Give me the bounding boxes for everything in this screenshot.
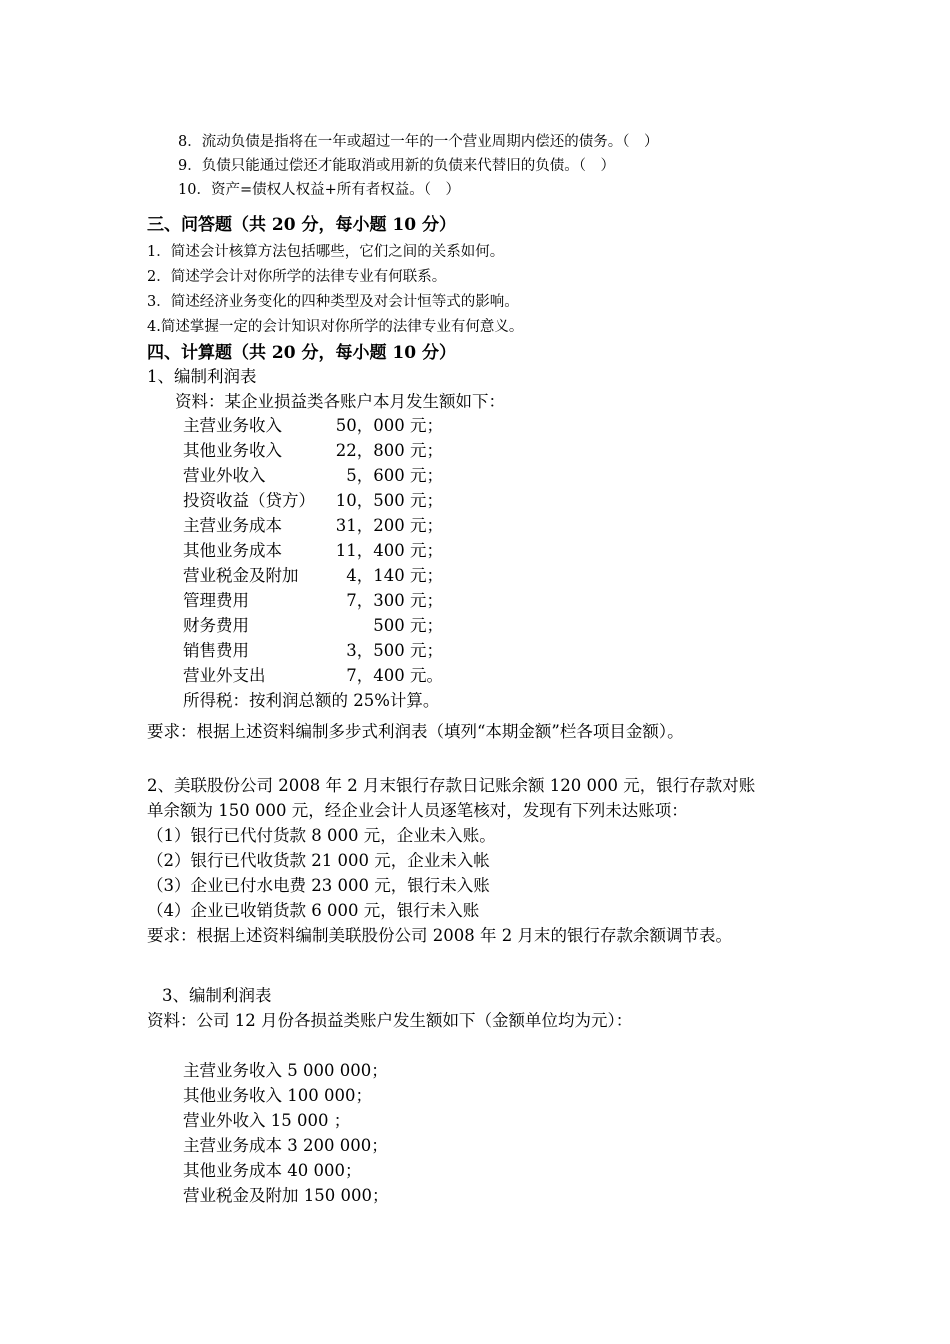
q2-item-3: （3）企业已付水电费 23 000 元，银行未入账 — [147, 876, 490, 895]
account-row — [183, 587, 443, 609]
q3-item-4: 主营业务成本 3 200 000； — [183, 1136, 388, 1155]
section3-title: 三、问答题（共 20 分，每小题 10 分） — [147, 215, 456, 235]
q3-title: 3、编制利润表 — [162, 986, 272, 1005]
q1-requirement: 要求：根据上述资料编制多步式利润表（填列“本期金额”栏各项目金额）。 — [147, 722, 684, 741]
account-row — [183, 412, 443, 434]
account-row — [183, 487, 443, 509]
account-row — [183, 537, 443, 559]
account-amount: 31，200 元； — [335, 516, 443, 535]
tf-item-10: 10．资产=债权人权益+所有者权益。（ ） — [178, 182, 460, 198]
section3-item-3: 3．简述经济业务变化的四种类型及对会计恒等式的影响。 — [147, 294, 519, 310]
account-label: 营业外支出 — [183, 666, 266, 685]
q3-item-5: 其他业务成本 40 000； — [183, 1161, 362, 1180]
account-label: 其他业务成本 — [183, 541, 282, 560]
account-label: 主营业务收入 — [183, 416, 282, 435]
account-row — [183, 612, 443, 634]
account-amount: 3，500 元； — [346, 641, 443, 660]
account-amount: 7，400 元。 — [346, 666, 443, 685]
account-label: 投资收益（贷方） — [183, 491, 315, 510]
q2-line-1: 2、美联股份公司 2008 年 2 月末银行存款日记账余额 120 000 元，银行存款对账 — [147, 776, 756, 795]
account-amount: 5，600 元； — [346, 466, 443, 485]
account-label: 营业税金及附加 — [183, 566, 299, 585]
q2-item-4: （4）企业已收销货款 6 000 元，银行未入账 — [147, 901, 480, 920]
tf-item-8: 8．流动负债是指将在一年或超过一年的一个营业周期内偿还的债务。（ ） — [178, 134, 659, 150]
account-label: 其他业务收入 — [183, 441, 282, 460]
account-amount: 4，140 元； — [346, 566, 443, 585]
q2-requirement: 要求：根据上述资料编制美联股份公司 2008 年 2 月末的银行存款余额调节表。 — [147, 926, 732, 945]
q3-item-1: 主营业务收入 5 000 000； — [183, 1061, 388, 1080]
account-row — [183, 462, 443, 484]
q3-intro: 资料：公司 12 月份各损益类账户发生额如下（金额单位均为元）： — [147, 1011, 633, 1030]
section4-title: 四、计算题（共 20 分，每小题 10 分） — [147, 343, 456, 363]
account-label: 销售费用 — [183, 641, 249, 660]
q2-line-2: 单余额为 150 000 元，经企业会计人员逐笔核对，发现有下列未达账项： — [147, 801, 688, 820]
account-row — [183, 512, 443, 534]
q1-title: 1、编制利润表 — [147, 367, 257, 386]
q3-item-3: 营业外收入 15 000 ； — [183, 1111, 351, 1130]
account-label: 主营业务成本 — [183, 516, 282, 535]
section3-item-4: 4.简述掌握一定的会计知识对你所学的法律专业有何意义。 — [147, 319, 524, 335]
q3-item-2: 其他业务收入 100 000； — [183, 1086, 372, 1105]
account-amount: 50，000 元； — [335, 416, 443, 435]
account-amount: 22，800 元； — [335, 441, 443, 460]
account-label: 管理费用 — [183, 591, 249, 610]
account-amount: 7，300 元； — [346, 591, 443, 610]
account-row — [183, 562, 443, 584]
account-amount: 10，500 元； — [335, 491, 443, 510]
account-row — [183, 437, 443, 459]
account-label: 营业外收入 — [183, 466, 266, 485]
q1-tax-note: 所得税：按利润总额的 25%计算。 — [183, 691, 440, 710]
account-row — [183, 637, 443, 659]
q2-item-1: （1）银行已代付货款 8 000 元，企业未入账。 — [147, 826, 496, 845]
account-label: 财务费用 — [183, 616, 249, 635]
q3-item-6: 营业税金及附加 150 000； — [183, 1186, 389, 1205]
q1-intro: 资料：某企业损益类各账户本月发生额如下： — [175, 392, 505, 411]
account-row — [183, 662, 443, 684]
account-amount: 11，400 元； — [335, 541, 443, 560]
section3-item-2: 2．简述学会计对你所学的法律专业有何联系。 — [147, 269, 447, 285]
tf-item-9: 9．负债只能通过偿还才能取消或用新的负债来代替旧的负债。（ ） — [178, 158, 615, 174]
account-amount: 500 元； — [373, 616, 443, 635]
section3-item-1: 1．简述会计核算方法包括哪些，它们之间的关系如何。 — [147, 244, 505, 260]
q2-item-2: （2）银行已代收货款 21 000 元，企业未入帐 — [147, 851, 490, 870]
